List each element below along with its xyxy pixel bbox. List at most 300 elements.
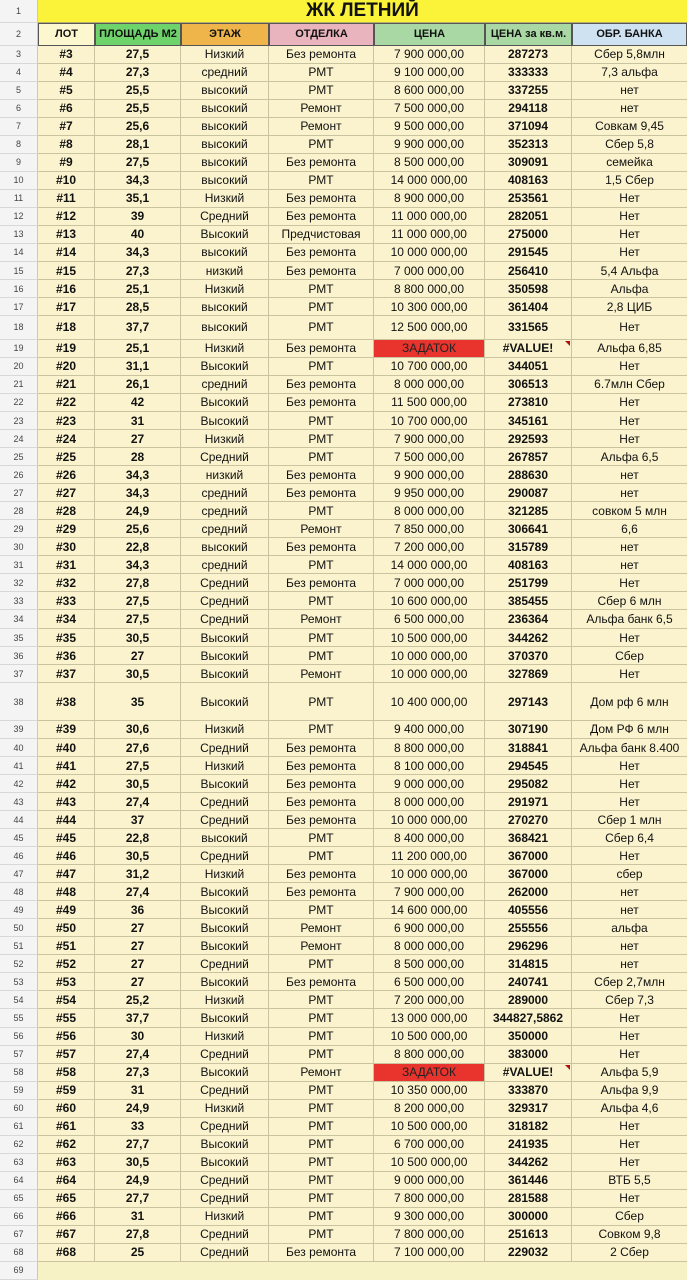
row-number[interactable]: 35 <box>0 629 38 647</box>
row-number[interactable]: 38 <box>0 683 38 721</box>
cell-price[interactable]: 8 500 000,00 <box>374 955 485 973</box>
cell-floor[interactable]: Высокий <box>181 412 269 430</box>
row-number[interactable]: 60 <box>0 1100 38 1118</box>
cell-lot[interactable]: #31 <box>38 556 95 574</box>
cell-area[interactable]: 25,1 <box>95 280 181 298</box>
cell-finish[interactable]: РМТ <box>269 1154 374 1172</box>
cell-area[interactable]: 33 <box>95 1118 181 1136</box>
header-bank[interactable]: ОБР. БАНКА <box>572 23 687 46</box>
cell-area[interactable]: 27 <box>95 937 181 955</box>
cell-price[interactable]: 6 900 000,00 <box>374 919 485 937</box>
cell-area[interactable]: 22,8 <box>95 538 181 556</box>
cell-bank[interactable]: Сбер 5,8 <box>572 136 687 154</box>
cell-bank[interactable]: Сбер 5,8млн <box>572 46 687 64</box>
cell-finish[interactable]: РМТ <box>269 1100 374 1118</box>
row-number[interactable]: 16 <box>0 280 38 298</box>
cell-area[interactable]: 37,7 <box>95 1009 181 1027</box>
cell-floor[interactable]: Высокий <box>181 394 269 412</box>
cell-price-per-m2[interactable]: 267857 <box>485 448 572 466</box>
cell-lot[interactable]: #16 <box>38 280 95 298</box>
cell-area[interactable]: 28,5 <box>95 298 181 316</box>
cell-bank[interactable]: Нет <box>572 1190 687 1208</box>
cell-bank[interactable]: Сбер 6,4 <box>572 829 687 847</box>
cell-finish[interactable]: Ремонт <box>269 100 374 118</box>
cell-finish[interactable]: РМТ <box>269 280 374 298</box>
cell-floor[interactable]: Высокий <box>181 919 269 937</box>
cell-bank[interactable]: Альфа 5,9 <box>572 1064 687 1082</box>
cell-price-per-m2[interactable]: 337255 <box>485 82 572 100</box>
cell-lot[interactable]: #60 <box>38 1100 95 1118</box>
row-number[interactable]: 10 <box>0 172 38 190</box>
cell-floor[interactable]: Низкий <box>181 991 269 1009</box>
cell-finish[interactable]: Без ремонта <box>269 793 374 811</box>
cell-price[interactable]: 9 100 000,00 <box>374 64 485 82</box>
cell-price[interactable]: 8 800 000,00 <box>374 280 485 298</box>
cell-bank[interactable]: 6,6 <box>572 520 687 538</box>
row-number[interactable]: 43 <box>0 793 38 811</box>
header-lot[interactable]: ЛОТ <box>38 23 95 46</box>
cell-area[interactable]: 30,6 <box>95 721 181 739</box>
cell-finish[interactable]: Ремонт <box>269 520 374 538</box>
cell-area[interactable]: 39 <box>95 208 181 226</box>
cell-floor[interactable]: средний <box>181 556 269 574</box>
cell-floor[interactable]: Низкий <box>181 190 269 208</box>
cell-lot[interactable]: #64 <box>38 1172 95 1190</box>
cell-bank[interactable]: Нет <box>572 1028 687 1046</box>
cell-bank[interactable]: Сбер 1 млн <box>572 811 687 829</box>
cell-floor[interactable]: Средний <box>181 448 269 466</box>
cell-area[interactable]: 27 <box>95 919 181 937</box>
cell-finish[interactable]: РМТ <box>269 1226 374 1244</box>
cell-price[interactable]: 10 000 000,00 <box>374 244 485 262</box>
cell-floor[interactable]: высокий <box>181 154 269 172</box>
cell-price-per-m2[interactable]: 241935 <box>485 1136 572 1154</box>
cell-price-per-m2[interactable]: 290087 <box>485 484 572 502</box>
cell-finish[interactable]: Без ремонта <box>269 775 374 793</box>
cell-bank[interactable]: 2 Сбер <box>572 1244 687 1262</box>
cell-price-per-m2[interactable]: 307190 <box>485 721 572 739</box>
cell-price-per-m2[interactable]: 294118 <box>485 100 572 118</box>
cell-price-per-m2[interactable]: 251613 <box>485 1226 572 1244</box>
cell-lot[interactable]: #17 <box>38 298 95 316</box>
cell-area[interactable]: 27,7 <box>95 1136 181 1154</box>
cell-bank[interactable]: альфа <box>572 919 687 937</box>
cell-bank[interactable]: Нет <box>572 775 687 793</box>
cell-finish[interactable]: РМТ <box>269 1009 374 1027</box>
cell-price-per-m2[interactable]: 289000 <box>485 991 572 1009</box>
cell-floor[interactable]: высокий <box>181 298 269 316</box>
cell-price[interactable]: ЗАДАТОК <box>374 1064 485 1082</box>
cell-floor[interactable]: высокий <box>181 538 269 556</box>
row-number[interactable]: 9 <box>0 154 38 172</box>
cell-floor[interactable]: Высокий <box>181 973 269 991</box>
cell-floor[interactable]: Средний <box>181 793 269 811</box>
cell-price-per-m2[interactable]: 345161 <box>485 412 572 430</box>
cell-price[interactable]: 14 000 000,00 <box>374 556 485 574</box>
cell-price-per-m2[interactable]: 291971 <box>485 793 572 811</box>
cell-floor[interactable]: Средний <box>181 1118 269 1136</box>
cell-lot[interactable]: #12 <box>38 208 95 226</box>
row-number[interactable]: 2 <box>0 23 38 46</box>
cell-price[interactable]: 7 900 000,00 <box>374 883 485 901</box>
cell-floor[interactable]: Средний <box>181 811 269 829</box>
cell-price-per-m2[interactable]: 292593 <box>485 430 572 448</box>
row-number[interactable]: 51 <box>0 937 38 955</box>
row-number[interactable]: 56 <box>0 1028 38 1046</box>
cell-area[interactable]: 27,3 <box>95 262 181 280</box>
row-number[interactable]: 20 <box>0 358 38 376</box>
cell-price-per-m2[interactable]: 371094 <box>485 118 572 136</box>
cell-floor[interactable]: Низкий <box>181 340 269 358</box>
cell-area[interactable]: 25,6 <box>95 118 181 136</box>
cell-finish[interactable]: РМТ <box>269 358 374 376</box>
cell-price-per-m2[interactable]: 300000 <box>485 1208 572 1226</box>
cell-price-per-m2[interactable]: 295082 <box>485 775 572 793</box>
cell-price-per-m2[interactable]: 270270 <box>485 811 572 829</box>
cell-finish[interactable]: Без ремонта <box>269 466 374 484</box>
row-number[interactable]: 28 <box>0 502 38 520</box>
cell-bank[interactable]: Нет <box>572 430 687 448</box>
cell-price-per-m2[interactable]: 318182 <box>485 1118 572 1136</box>
cell-area[interactable]: 27,4 <box>95 883 181 901</box>
cell-lot[interactable]: #37 <box>38 665 95 683</box>
cell-price-per-m2[interactable]: 240741 <box>485 973 572 991</box>
cell-price[interactable]: 8 100 000,00 <box>374 757 485 775</box>
cell-area[interactable]: 27,4 <box>95 1046 181 1064</box>
cell-area[interactable]: 27,5 <box>95 46 181 64</box>
cell-price-per-m2[interactable]: 383000 <box>485 1046 572 1064</box>
cell-lot[interactable]: #48 <box>38 883 95 901</box>
cell-bank[interactable]: нет <box>572 466 687 484</box>
cell-price[interactable]: 8 600 000,00 <box>374 82 485 100</box>
cell-price-per-m2[interactable]: 361404 <box>485 298 572 316</box>
row-number[interactable]: 64 <box>0 1172 38 1190</box>
cell-lot[interactable]: #54 <box>38 991 95 1009</box>
cell-floor[interactable]: Высокий <box>181 629 269 647</box>
row-number[interactable]: 50 <box>0 919 38 937</box>
row-number[interactable]: 15 <box>0 262 38 280</box>
cell-price[interactable]: 8 000 000,00 <box>374 793 485 811</box>
cell-floor[interactable]: Низкий <box>181 1208 269 1226</box>
cell-finish[interactable]: РМТ <box>269 721 374 739</box>
row-number[interactable]: 1 <box>0 0 38 23</box>
cell-floor[interactable]: Высокий <box>181 883 269 901</box>
cell-lot[interactable]: #68 <box>38 1244 95 1262</box>
cell-finish[interactable]: Без ремонта <box>269 190 374 208</box>
cell-area[interactable]: 27,8 <box>95 1226 181 1244</box>
row-number[interactable]: 7 <box>0 118 38 136</box>
row-number[interactable]: 61 <box>0 1118 38 1136</box>
cell-bank[interactable]: Альфа 6,5 <box>572 448 687 466</box>
cell-bank[interactable]: Нет <box>572 1046 687 1064</box>
cell-price[interactable]: 7 800 000,00 <box>374 1226 485 1244</box>
cell-bank[interactable]: Альфа 9,9 <box>572 1082 687 1100</box>
cell-area[interactable]: 27 <box>95 973 181 991</box>
cell-price[interactable]: 9 300 000,00 <box>374 1208 485 1226</box>
cell-lot[interactable]: #25 <box>38 448 95 466</box>
cell-finish[interactable]: Без ремонта <box>269 865 374 883</box>
row-number[interactable]: 42 <box>0 775 38 793</box>
cell-floor[interactable]: высокий <box>181 100 269 118</box>
header-area[interactable]: ПЛОЩАДЬ М2 <box>95 23 181 46</box>
cell-floor[interactable]: высокий <box>181 244 269 262</box>
cell-lot[interactable]: #3 <box>38 46 95 64</box>
row-number[interactable]: 5 <box>0 82 38 100</box>
row-number[interactable]: 11 <box>0 190 38 208</box>
cell-price-per-m2[interactable]: 352313 <box>485 136 572 154</box>
cell-price-per-m2[interactable]: 229032 <box>485 1244 572 1262</box>
cell-price-per-m2[interactable]: 297143 <box>485 683 572 721</box>
cell-price[interactable]: 7 000 000,00 <box>374 262 485 280</box>
cell-bank[interactable]: Нет <box>572 244 687 262</box>
cell-area[interactable]: 27,7 <box>95 1190 181 1208</box>
cell-bank[interactable]: нет <box>572 100 687 118</box>
row-number[interactable]: 6 <box>0 100 38 118</box>
cell-lot[interactable]: #43 <box>38 793 95 811</box>
cell-area[interactable]: 22,8 <box>95 829 181 847</box>
cell-area[interactable]: 30,5 <box>95 847 181 865</box>
cell-bank[interactable]: Нет <box>572 1154 687 1172</box>
row-number[interactable]: 25 <box>0 448 38 466</box>
cell-area[interactable]: 25,5 <box>95 100 181 118</box>
cell-bank[interactable]: нет <box>572 937 687 955</box>
cell-lot[interactable]: #27 <box>38 484 95 502</box>
cell-lot[interactable]: #45 <box>38 829 95 847</box>
cell-area[interactable]: 27,4 <box>95 793 181 811</box>
cell-floor[interactable]: Низкий <box>181 1100 269 1118</box>
cell-lot[interactable]: #24 <box>38 430 95 448</box>
cell-price[interactable]: 7 200 000,00 <box>374 991 485 1009</box>
cell-finish[interactable]: Без ремонта <box>269 973 374 991</box>
cell-price-per-m2[interactable]: 251799 <box>485 574 572 592</box>
cell-lot[interactable]: #47 <box>38 865 95 883</box>
header-price[interactable]: ЦЕНА <box>374 23 485 46</box>
cell-bank[interactable]: Нет <box>572 665 687 683</box>
cell-floor[interactable]: Средний <box>181 1082 269 1100</box>
cell-price[interactable]: 8 000 000,00 <box>374 502 485 520</box>
cell-price[interactable]: 9 000 000,00 <box>374 1172 485 1190</box>
cell-finish[interactable]: РМТ <box>269 847 374 865</box>
cell-area[interactable]: 24,9 <box>95 502 181 520</box>
cell-price[interactable]: 7 100 000,00 <box>374 1244 485 1262</box>
cell-bank[interactable]: нет <box>572 883 687 901</box>
cell-bank[interactable]: Нет <box>572 358 687 376</box>
row-number[interactable]: 55 <box>0 1009 38 1027</box>
cell-area[interactable]: 27 <box>95 955 181 973</box>
cell-price-per-m2[interactable]: 408163 <box>485 172 572 190</box>
row-number[interactable]: 24 <box>0 430 38 448</box>
cell-finish[interactable]: РМТ <box>269 430 374 448</box>
row-number[interactable]: 49 <box>0 901 38 919</box>
row-number[interactable]: 12 <box>0 208 38 226</box>
cell-bank[interactable]: Дом рф 6 млн <box>572 683 687 721</box>
cell-price-per-m2[interactable]: #VALUE! <box>485 340 572 358</box>
row-number[interactable]: 4 <box>0 64 38 82</box>
cell-lot[interactable]: #44 <box>38 811 95 829</box>
cell-lot[interactable]: #18 <box>38 316 95 340</box>
cell-price-per-m2[interactable]: 314815 <box>485 955 572 973</box>
row-number[interactable]: 23 <box>0 412 38 430</box>
cell-finish[interactable]: РМТ <box>269 629 374 647</box>
cell-lot[interactable]: #6 <box>38 100 95 118</box>
cell-bank[interactable]: Сбер 7,3 <box>572 991 687 1009</box>
cell-finish[interactable]: РМТ <box>269 1208 374 1226</box>
header-finish[interactable]: ОТДЕЛКА <box>269 23 374 46</box>
cell-area[interactable]: 31,1 <box>95 358 181 376</box>
cell-price-per-m2[interactable]: 282051 <box>485 208 572 226</box>
cell-floor[interactable]: средний <box>181 502 269 520</box>
cell-floor[interactable]: Средний <box>181 592 269 610</box>
cell-price[interactable]: 13 000 000,00 <box>374 1009 485 1027</box>
cell-lot[interactable]: #55 <box>38 1009 95 1027</box>
cell-floor[interactable]: средний <box>181 64 269 82</box>
cell-floor[interactable]: высокий <box>181 118 269 136</box>
cell-bank[interactable]: Совком 9,8 <box>572 1226 687 1244</box>
cell-price[interactable]: ЗАДАТОК <box>374 340 485 358</box>
header-price-per-m2[interactable]: ЦЕНА за кв.м. <box>485 23 572 46</box>
row-number[interactable]: 17 <box>0 298 38 316</box>
cell-bank[interactable]: Нет <box>572 629 687 647</box>
row-number[interactable]: 29 <box>0 520 38 538</box>
cell-bank[interactable]: семейка <box>572 154 687 172</box>
cell-area[interactable]: 30 <box>95 1028 181 1046</box>
row-number[interactable]: 34 <box>0 610 38 629</box>
cell-bank[interactable]: нет <box>572 556 687 574</box>
cell-lot[interactable]: #41 <box>38 757 95 775</box>
cell-price-per-m2[interactable]: 350598 <box>485 280 572 298</box>
cell-lot[interactable]: #36 <box>38 647 95 665</box>
cell-price-per-m2[interactable]: #VALUE! <box>485 1064 572 1082</box>
cell-bank[interactable]: Альфа 4,6 <box>572 1100 687 1118</box>
cell-area[interactable]: 34,3 <box>95 466 181 484</box>
cell-finish[interactable]: РМТ <box>269 1190 374 1208</box>
cell-price-per-m2[interactable]: 275000 <box>485 226 572 244</box>
cell-floor[interactable]: Высокий <box>181 1064 269 1082</box>
cell-finish[interactable]: Без ремонта <box>269 340 374 358</box>
cell-area[interactable]: 34,3 <box>95 556 181 574</box>
cell-bank[interactable]: Альфа банк 8.400 <box>572 739 687 757</box>
cell-lot[interactable]: #50 <box>38 919 95 937</box>
cell-area[interactable]: 27,3 <box>95 1064 181 1082</box>
cell-price[interactable]: 10 000 000,00 <box>374 665 485 683</box>
cell-lot[interactable]: #19 <box>38 340 95 358</box>
cell-floor[interactable]: Средний <box>181 1226 269 1244</box>
cell-lot[interactable]: #10 <box>38 172 95 190</box>
cell-area[interactable]: 30,5 <box>95 665 181 683</box>
cell-lot[interactable]: #11 <box>38 190 95 208</box>
cell-price[interactable]: 7 200 000,00 <box>374 538 485 556</box>
cell-lot[interactable]: #8 <box>38 136 95 154</box>
cell-floor[interactable]: Высокий <box>181 775 269 793</box>
row-number[interactable]: 22 <box>0 394 38 412</box>
cell-price-per-m2[interactable]: 288630 <box>485 466 572 484</box>
cell-bank[interactable]: Нет <box>572 574 687 592</box>
cell-price[interactable]: 7 800 000,00 <box>374 1190 485 1208</box>
row-number[interactable]: 30 <box>0 538 38 556</box>
cell-price[interactable]: 10 350 000,00 <box>374 1082 485 1100</box>
cell-area[interactable]: 40 <box>95 226 181 244</box>
row-number[interactable]: 46 <box>0 847 38 865</box>
cell-floor[interactable]: высокий <box>181 829 269 847</box>
cell-floor[interactable]: Высокий <box>181 1009 269 1027</box>
cell-bank[interactable]: Нет <box>572 412 687 430</box>
cell-price[interactable]: 14 000 000,00 <box>374 172 485 190</box>
cell-bank[interactable]: 6.7млн Сбер <box>572 376 687 394</box>
cell-floor[interactable]: высокий <box>181 82 269 100</box>
cell-finish[interactable]: Без ремонта <box>269 883 374 901</box>
cell-area[interactable]: 27,5 <box>95 757 181 775</box>
cell-floor[interactable]: высокий <box>181 316 269 340</box>
cell-area[interactable]: 27 <box>95 647 181 665</box>
cell-lot[interactable]: #59 <box>38 1082 95 1100</box>
cell-finish[interactable]: Без ремонта <box>269 739 374 757</box>
cell-finish[interactable]: Ремонт <box>269 118 374 136</box>
cell-area[interactable]: 28 <box>95 448 181 466</box>
row-number[interactable]: 8 <box>0 136 38 154</box>
cell-floor[interactable]: низкий <box>181 262 269 280</box>
cell-price-per-m2[interactable]: 344262 <box>485 629 572 647</box>
cell-lot[interactable]: #40 <box>38 739 95 757</box>
cell-floor[interactable]: низкий <box>181 466 269 484</box>
cell-floor[interactable]: Средний <box>181 208 269 226</box>
cell-price[interactable]: 6 500 000,00 <box>374 973 485 991</box>
cell-price-per-m2[interactable]: 408163 <box>485 556 572 574</box>
cell-bank[interactable]: Сбер 2,7млн <box>572 973 687 991</box>
cell-finish[interactable]: РМТ <box>269 64 374 82</box>
cell-price-per-m2[interactable]: 321285 <box>485 502 572 520</box>
cell-finish[interactable]: Без ремонта <box>269 757 374 775</box>
cell-bank[interactable]: Сбер <box>572 647 687 665</box>
cell-bank[interactable]: Совкам 9,45 <box>572 118 687 136</box>
cell-finish[interactable]: Без ремонта <box>269 244 374 262</box>
cell-floor[interactable]: Средний <box>181 955 269 973</box>
cell-floor[interactable]: Низкий <box>181 865 269 883</box>
cell-lot[interactable]: #30 <box>38 538 95 556</box>
row-number[interactable]: 39 <box>0 721 38 739</box>
row-number[interactable]: 48 <box>0 883 38 901</box>
cell-finish[interactable]: Ремонт <box>269 1064 374 1082</box>
cell-finish[interactable]: РМТ <box>269 592 374 610</box>
cell-area[interactable]: 37 <box>95 811 181 829</box>
row-number[interactable]: 63 <box>0 1154 38 1172</box>
cell-price-per-m2[interactable]: 281588 <box>485 1190 572 1208</box>
cell-finish[interactable]: Ремонт <box>269 937 374 955</box>
cell-floor[interactable]: Высокий <box>181 901 269 919</box>
cell-lot[interactable]: #39 <box>38 721 95 739</box>
cell-price[interactable]: 10 500 000,00 <box>374 1028 485 1046</box>
cell-price[interactable]: 9 400 000,00 <box>374 721 485 739</box>
cell-area[interactable]: 30,5 <box>95 775 181 793</box>
cell-finish[interactable]: Без ремонта <box>269 46 374 64</box>
cell-price[interactable]: 12 500 000,00 <box>374 316 485 340</box>
cell-bank[interactable]: Альфа <box>572 280 687 298</box>
cell-finish[interactable]: РМТ <box>269 412 374 430</box>
cell-bank[interactable]: 1,5 Сбер <box>572 172 687 190</box>
cell-lot[interactable]: #28 <box>38 502 95 520</box>
cell-floor[interactable]: Средний <box>181 739 269 757</box>
cell-finish[interactable]: Без ремонта <box>269 484 374 502</box>
cell-price[interactable]: 10 000 000,00 <box>374 865 485 883</box>
cell-bank[interactable]: Сбер 6 млн <box>572 592 687 610</box>
cell-price-per-m2[interactable]: 273810 <box>485 394 572 412</box>
cell-lot[interactable]: #57 <box>38 1046 95 1064</box>
cell-price[interactable]: 9 500 000,00 <box>374 118 485 136</box>
cell-area[interactable]: 28,1 <box>95 136 181 154</box>
cell-finish[interactable]: РМТ <box>269 82 374 100</box>
row-number[interactable]: 3 <box>0 46 38 64</box>
cell-finish[interactable]: РМТ <box>269 1118 374 1136</box>
row-number[interactable]: 19 <box>0 340 38 358</box>
